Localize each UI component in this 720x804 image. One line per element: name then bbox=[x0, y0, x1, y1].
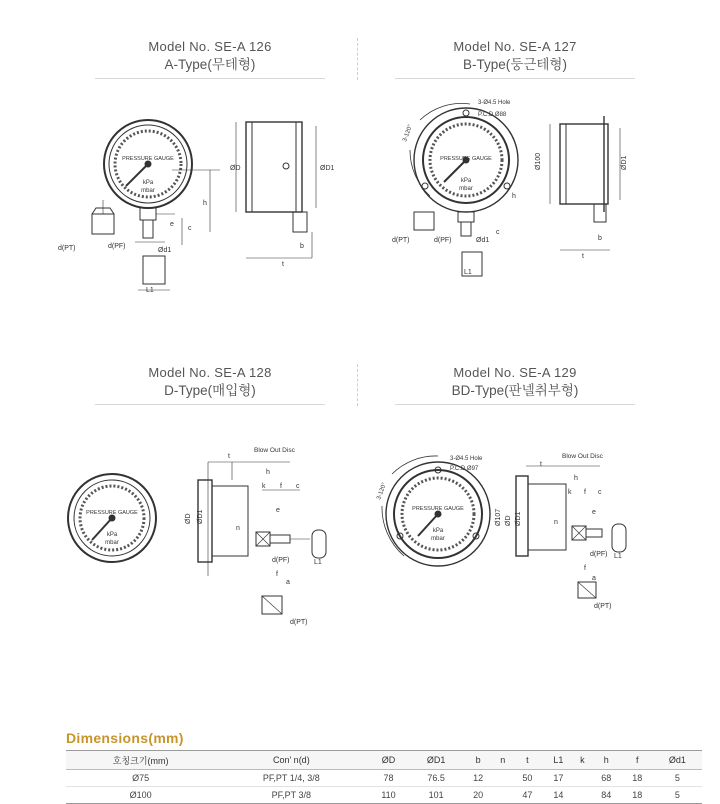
d-type-gauge-text bbox=[86, 447, 322, 626]
header-cell: k bbox=[574, 751, 591, 770]
a-label-dpf: d(PF) bbox=[108, 243, 126, 250]
panel-a-type: A-Type(무테형) bbox=[164, 57, 256, 72]
table-cell bbox=[574, 770, 591, 787]
a-label-dd1: Ød1 bbox=[158, 247, 172, 254]
table-cell: 110 bbox=[367, 787, 409, 804]
panel-a-model: Model No. SE-A 126 bbox=[148, 39, 272, 54]
d-label-od: ØD bbox=[185, 513, 192, 524]
bd-label-h: h bbox=[574, 475, 578, 482]
a-label-od: ØD bbox=[230, 165, 241, 172]
b-label-c: c bbox=[496, 229, 500, 236]
b-type-drawing bbox=[410, 103, 620, 276]
table-cell: 84 bbox=[591, 787, 622, 804]
dimensions-title: Dimensions(mm) bbox=[66, 730, 184, 746]
bd-label-l1: L1 bbox=[614, 553, 622, 560]
table-cell: 18 bbox=[622, 787, 653, 804]
a-gauge-unit2: mbar bbox=[141, 188, 155, 194]
panel-b-type: B-Type(둥근테형) bbox=[463, 57, 567, 72]
panel-b-model: Model No. SE-A 127 bbox=[453, 39, 577, 54]
table-cell: Ø75 bbox=[66, 770, 215, 787]
table-row bbox=[66, 770, 702, 787]
table-cell: 50 bbox=[512, 770, 543, 787]
header-cell: ØD bbox=[367, 751, 409, 770]
bd-label-n: n bbox=[554, 519, 558, 526]
table-cell: Ø100 bbox=[66, 787, 215, 804]
header-cell: Con' n(d) bbox=[215, 751, 367, 770]
table-row bbox=[66, 787, 702, 804]
b-label-t: t bbox=[582, 253, 584, 260]
d-label-l1: L1 bbox=[314, 559, 322, 566]
a-label-dpt: d(PT) bbox=[58, 245, 76, 252]
d-label-e: e bbox=[276, 507, 280, 514]
d-type-drawing bbox=[68, 462, 326, 614]
a-label-h: h bbox=[203, 200, 207, 207]
bd-label-k: k bbox=[568, 489, 572, 496]
table-cell bbox=[574, 787, 591, 804]
b-label-l1: L1 bbox=[464, 269, 472, 276]
d-label-od1: ØD1 bbox=[197, 509, 204, 524]
d-label-a: a bbox=[286, 579, 290, 586]
bd-gauge-unit1: kPa bbox=[432, 528, 444, 534]
table-cell: 5 bbox=[653, 770, 702, 787]
a-gauge-unit1: kPa bbox=[142, 180, 154, 186]
table-cell: PF,PT 3/8 bbox=[215, 787, 367, 804]
bd-gauge-label: PRESSURE GAUGE bbox=[412, 506, 464, 512]
d-gauge-label: PRESSURE GAUGE bbox=[86, 510, 138, 516]
bd-label-blow: Blow Out Disc bbox=[562, 453, 603, 460]
bd-label-f2: f bbox=[584, 565, 586, 572]
bd-label-o107: Ø107 bbox=[495, 508, 502, 526]
table-cell bbox=[494, 787, 512, 804]
bd-label-angle: 3-120° bbox=[376, 481, 388, 501]
d-label-k: k bbox=[262, 483, 266, 490]
bd-label-dpt: d(PT) bbox=[594, 603, 612, 610]
b-label-dpf: d(PF) bbox=[434, 237, 452, 244]
b-gauge-unit1: kPa bbox=[460, 178, 472, 184]
d-label-n: n bbox=[236, 525, 240, 532]
bd-label-od: ØD bbox=[505, 515, 512, 526]
d-label-f2: f bbox=[276, 571, 278, 578]
d-label-h: h bbox=[266, 469, 270, 476]
table-cell bbox=[494, 770, 512, 787]
a-label-od1: ØD1 bbox=[320, 165, 335, 172]
header-cell: f bbox=[622, 751, 653, 770]
bd-label-dpf: d(PF) bbox=[590, 551, 608, 558]
a-label-b: b bbox=[300, 243, 304, 250]
table-cell: 17 bbox=[543, 770, 574, 787]
header-cell: ØD1 bbox=[410, 751, 463, 770]
table-cell: 68 bbox=[591, 770, 622, 787]
header-cell: 호칭크기(mm) bbox=[66, 751, 215, 770]
header-cell: L1 bbox=[543, 751, 574, 770]
table-cell: 14 bbox=[543, 787, 574, 804]
table-cell: 18 bbox=[622, 770, 653, 787]
b-gauge-label: PRESSURE GAUGE bbox=[440, 156, 492, 162]
bd-label-a: a bbox=[592, 575, 596, 582]
header-cell: Ød1 bbox=[653, 751, 702, 770]
table-cell: 101 bbox=[410, 787, 463, 804]
d-gauge-unit1: kPa bbox=[106, 532, 118, 538]
table-cell: 78 bbox=[367, 770, 409, 787]
bd-label-od1: ØD1 bbox=[515, 511, 522, 526]
dimensions-header-row bbox=[66, 751, 702, 770]
d-label-c: c bbox=[296, 483, 300, 490]
d-label-dpf: d(PF) bbox=[272, 557, 290, 564]
bd-gauge-unit2: mbar bbox=[431, 536, 445, 542]
a-gauge-label: PRESSURE GAUGE bbox=[122, 156, 174, 162]
b-gauge-unit2: mbar bbox=[459, 186, 473, 192]
panel-d-model: Model No. SE-A 128 bbox=[148, 365, 272, 380]
table-cell: PF,PT 1/4, 3/8 bbox=[215, 770, 367, 787]
d-label-blow: Blow Out Disc bbox=[254, 447, 295, 454]
b-label-dd1: Ød1 bbox=[476, 237, 490, 244]
bd-label-e: e bbox=[592, 509, 596, 516]
b-label-pcd: P.C.D Ø88 bbox=[478, 112, 507, 118]
bd-label-f: f bbox=[584, 489, 586, 496]
table-cell: 5 bbox=[653, 787, 702, 804]
d-label-f: f bbox=[280, 483, 282, 490]
a-label-t: t bbox=[282, 261, 284, 268]
b-label-dpt: d(PT) bbox=[392, 237, 410, 244]
table-cell: 76.5 bbox=[410, 770, 463, 787]
a-label-l1: L1 bbox=[146, 287, 154, 294]
a-label-e: e bbox=[170, 221, 174, 228]
header-cell: b bbox=[463, 751, 494, 770]
d-label-t: t bbox=[228, 453, 230, 460]
b-label-h: h bbox=[512, 193, 516, 200]
b-label-b: b bbox=[598, 235, 602, 242]
b-label-hole: 3-Ø4.5 Hole bbox=[478, 100, 511, 106]
b-label-od1: ØD1 bbox=[621, 155, 628, 170]
panel-bd-type: BD-Type(판넬취부형) bbox=[451, 383, 579, 398]
bd-label-pcd: P.C.D Ø97 bbox=[450, 466, 479, 472]
b-label-angle: 3-120° bbox=[402, 123, 414, 143]
d-label-dpt: d(PT) bbox=[290, 619, 308, 626]
bd-label-hole: 3-Ø4.5 Hole bbox=[450, 456, 483, 462]
b-label-o100: Ø100 bbox=[535, 152, 542, 170]
bd-type-drawing bbox=[382, 456, 626, 598]
panel-bd-model: Model No. SE-A 129 bbox=[453, 365, 577, 380]
table-cell: 12 bbox=[463, 770, 494, 787]
table-cell: 47 bbox=[512, 787, 543, 804]
a-label-c: c bbox=[188, 225, 192, 232]
bd-label-t: t bbox=[540, 461, 542, 468]
dimensions-table bbox=[66, 750, 702, 804]
panel-d-type: D-Type(매입형) bbox=[164, 383, 256, 398]
header-cell: t bbox=[512, 751, 543, 770]
table-cell: 20 bbox=[463, 787, 494, 804]
header-cell: n bbox=[494, 751, 512, 770]
header-cell: h bbox=[591, 751, 622, 770]
bd-label-c: c bbox=[598, 489, 602, 496]
d-gauge-unit2: mbar bbox=[105, 540, 119, 546]
